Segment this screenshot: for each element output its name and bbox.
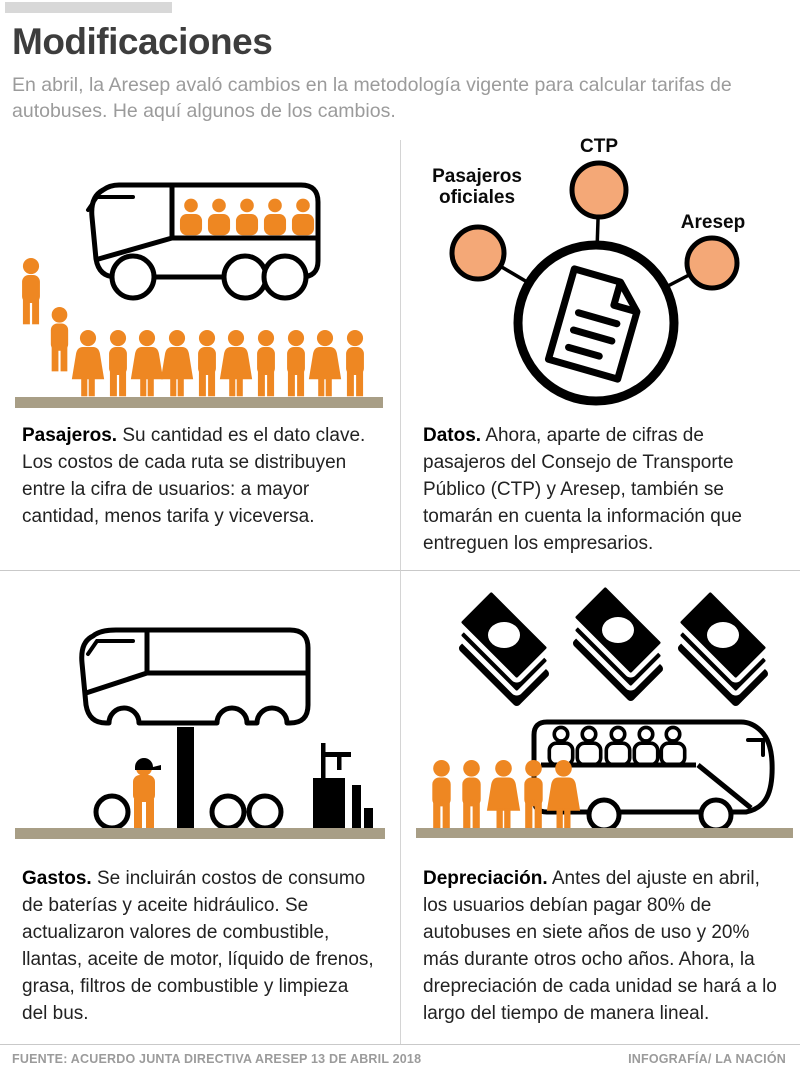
caption-lead: Gastos.: [22, 868, 92, 889]
lifted-bus-icon: [82, 630, 308, 723]
panel-depreciacion: [400, 570, 800, 1044]
datos-illustration: [401, 136, 800, 412]
ground-bar: [15, 828, 385, 839]
header: [0, 0, 800, 140]
source-circle-ctp: [572, 163, 626, 217]
bus-side-icon: [88, 185, 318, 298]
datos-caption: [423, 422, 778, 557]
source-circle-pasajeros-oficiales: [452, 227, 504, 279]
garage-equipment-icon: [313, 743, 373, 830]
depreciacion-caption: [423, 865, 778, 1027]
panel-gastos: [0, 570, 400, 1044]
page-subtitle: En abril, la Aresep avaló cambios en la metodología vigente para calcular tarifas de autobuses. He aquí algunos de los cambios.: [12, 74, 732, 122]
label-pasajeros-oficiales: Pasajeros oficiales: [432, 166, 522, 208]
wheel-icon: [96, 796, 128, 828]
bus-lift-scene: [0, 571, 400, 841]
banknote-stack-icon: [457, 583, 769, 707]
source-circle-aresep: [687, 238, 737, 288]
gastos-illustration: [0, 571, 400, 841]
caption-lead: Datos.: [423, 425, 482, 446]
caption-text: Ahora, aparte de cifras de pasajeros del Consejo de Transporte Público (CTP) y Aresep, también se tomarán en cuenta la información que entreguen los empresarios.: [423, 425, 742, 554]
label-ctp: CTP: [580, 136, 618, 157]
panel-grid: [0, 136, 800, 1044]
wheel-icon: [249, 796, 281, 828]
footer-credit: INFOGRAFÍA/ LA NACIÓN: [628, 1052, 786, 1066]
bus-lift-pillar-icon: [177, 727, 194, 830]
top-accent-bar: [5, 2, 172, 13]
caption-text: Antes del ajuste en abril, los usuarios debían pagar 80% de autobuses en siete años de uso y 20% más durante otros ocho años. Ahora, la drepreciación de cada unidad se hará a lo largo del tiempo de manera lineal.: [423, 868, 777, 1024]
panel-pasajeros: [0, 140, 400, 570]
pasajeros-illustration: [0, 140, 400, 412]
caption-lead: Depreciación.: [423, 868, 548, 889]
wheel-icon: [212, 796, 244, 828]
bus-and-queue-icon: [0, 140, 400, 412]
ground-bar: [416, 828, 793, 838]
caption-text: Su cantidad es el dato clave. Los costos de cada ruta se distribuyen entre la cifra de usuarios: a mayor cantidad, menos tarifa y viceversa.: [22, 425, 366, 527]
pasajeros-caption: [22, 422, 378, 530]
money-and-bus-scene: [401, 571, 800, 841]
label-aresep: Aresep: [680, 212, 746, 233]
passenger-queue-icon: [432, 760, 580, 828]
gastos-caption: [22, 865, 378, 1027]
ground-bar: [15, 397, 383, 408]
footer-source: FUENTE: ACUERDO JUNTA DIRECTIVA ARESEP 13 DE ABRIL 2018: [12, 1052, 422, 1066]
page-title: Modificaciones: [12, 21, 273, 62]
cap-icon: [135, 758, 161, 770]
depreciacion-illustration: [401, 571, 800, 841]
caption-text: Se incluirán costos de consumo de baterías y aceite hidráulico. Se actualizaron valores de combustible, llantas, aceite de motor, líquido de frenos, grasa, filtros de combustible y limpieza del bus.: [22, 868, 374, 1024]
caption-lead: Pasajeros.: [22, 425, 118, 446]
footer: [0, 1044, 800, 1085]
panel-datos: [400, 136, 800, 570]
mechanic-icon: [133, 758, 161, 830]
